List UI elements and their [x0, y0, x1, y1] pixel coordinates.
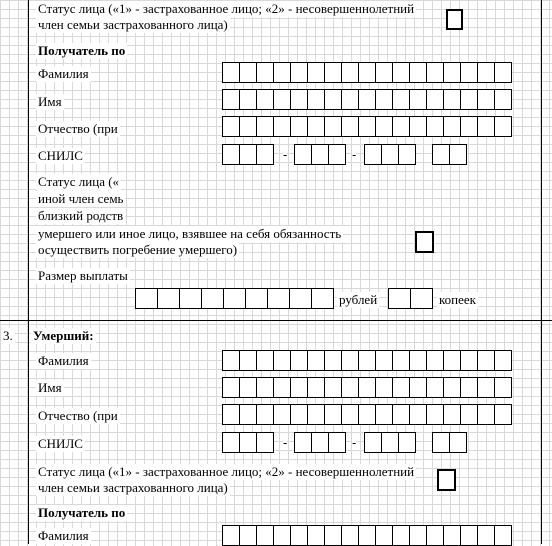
recipient-heading: Получатель по	[38, 43, 126, 58]
left-border	[28, 0, 29, 544]
deceased-recipient-surname-field[interactable]	[222, 525, 512, 546]
status2-line4: умершего или иное лицо, взявшее на себя обязанность	[38, 226, 342, 241]
deceased-snils-checksum[interactable]	[432, 432, 467, 453]
deceased-snils-group2[interactable]	[294, 432, 346, 453]
deceased-patronymic-field[interactable]	[222, 404, 512, 425]
status2-line2: иной член семь	[38, 191, 124, 206]
rubles-field[interactable]	[135, 288, 334, 309]
deceased-status-code-box[interactable]	[437, 469, 456, 491]
deceased-recipient-surname-label: Фамилия	[38, 528, 89, 543]
deceased-surname-field[interactable]	[222, 350, 512, 371]
status2-line5: осуществить погребение умершего)	[38, 242, 238, 257]
status-text-line2: член семьи застрахованного лица)	[38, 17, 228, 32]
deceased-surname-label: Фамилия	[38, 353, 89, 368]
snils-group3[interactable]	[364, 144, 416, 165]
deceased-name-field[interactable]	[222, 377, 512, 398]
snils-checksum[interactable]	[432, 144, 467, 165]
snils-separator: -	[283, 147, 288, 162]
payment-label: Размер выплаты	[38, 268, 128, 283]
deceased-name-label: Имя	[38, 380, 62, 395]
deceased-status-line1: Статус лица («1» - застрахованное лицо; «2» - несовершеннолетний	[38, 464, 415, 479]
rubles-label: рублей	[339, 292, 378, 307]
deceased-patronymic-label: Отчество (при	[38, 408, 118, 423]
deceased-snils-label: СНИЛС	[38, 436, 83, 451]
deceased-snils-group3[interactable]	[364, 432, 416, 453]
right-border	[541, 0, 542, 544]
snils-group2[interactable]	[294, 144, 346, 165]
patronymic-field[interactable]	[222, 116, 512, 137]
status-text-line1: Статус лица («1» - застрахованное лицо; «2» - несовершеннолетний	[38, 1, 415, 16]
name-field[interactable]	[222, 89, 512, 110]
name-label: Имя	[38, 94, 62, 109]
snils-separator: -	[352, 147, 357, 162]
status2-code-box[interactable]	[415, 231, 434, 253]
section-number: 3.	[3, 328, 13, 343]
snils-group1[interactable]	[222, 144, 274, 165]
status-code-box[interactable]	[446, 9, 463, 30]
deceased-status-line2: член семьи застрахованного лица)	[38, 480, 228, 495]
snils-separator: -	[283, 435, 288, 450]
status2-line1: Статус лица («	[38, 174, 120, 189]
patronymic-label: Отчество (при	[38, 121, 118, 136]
surname-field[interactable]	[222, 62, 512, 83]
deceased-snils-group1[interactable]	[222, 432, 274, 453]
snils-separator: -	[352, 435, 357, 450]
deceased-recipient-heading: Получатель по	[38, 505, 126, 520]
surname-label: Фамилия	[38, 66, 89, 81]
snils-label: СНИЛС	[38, 148, 83, 163]
kopecks-label: копеек	[439, 292, 476, 307]
section-divider	[0, 320, 552, 321]
kopecks-field[interactable]	[388, 288, 433, 309]
status2-line3: близкий родств	[38, 208, 124, 223]
deceased-heading: Умерший:	[33, 328, 94, 343]
